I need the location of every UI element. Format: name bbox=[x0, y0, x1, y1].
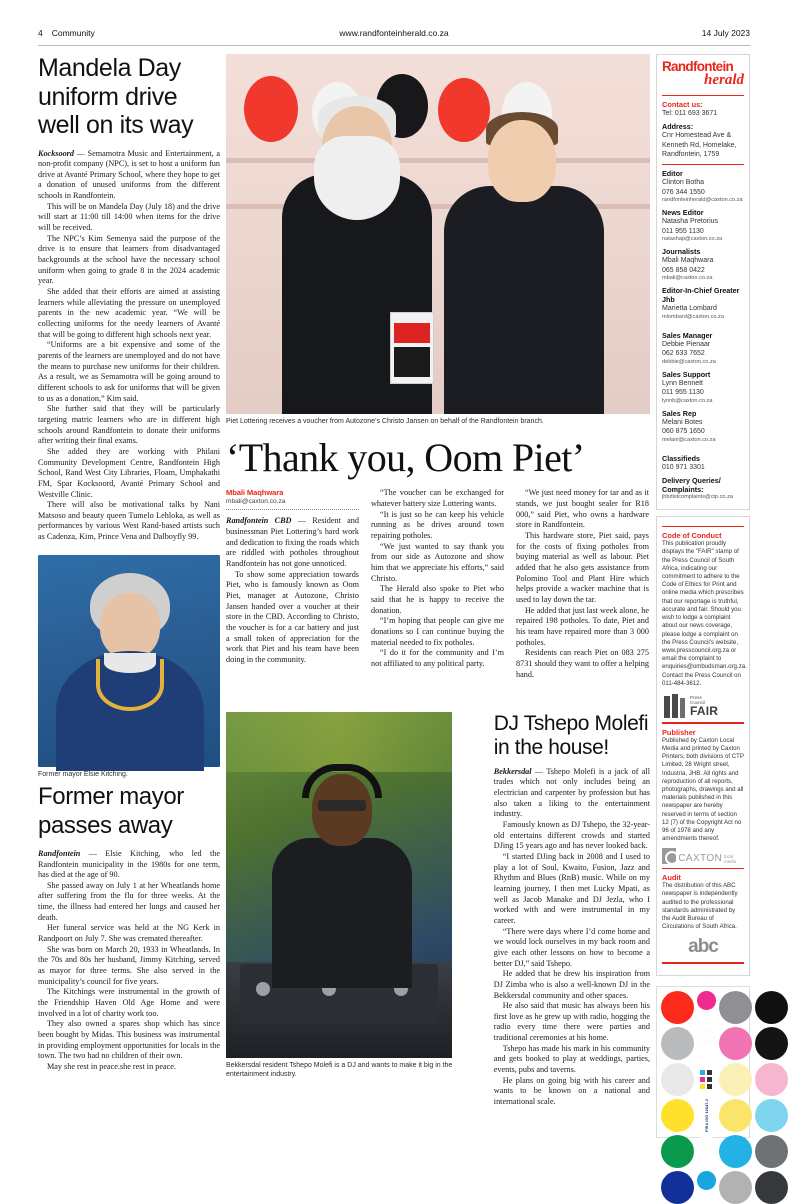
caxton-icon bbox=[662, 848, 676, 864]
staff-name: Natasha Pretorius bbox=[662, 218, 719, 226]
swatch bbox=[755, 1099, 788, 1132]
swatch bbox=[755, 1063, 788, 1096]
swatch bbox=[697, 1171, 716, 1190]
press-council-fair-logo bbox=[664, 694, 744, 718]
sales-phone: 011 955 1130 bbox=[662, 389, 704, 397]
paragraph: This hardware store, Piet said, pays for the costs of fixing potholes from buying material as well as labour. Piet added that he also gets assistance from Polomino Tool and Plant Hire which helps provide a wacker machine that is used to lay down the tar. bbox=[516, 531, 649, 604]
piet-column-3 bbox=[516, 488, 649, 680]
byline-email[interactable]: mbali@caxton.co.za bbox=[226, 498, 286, 506]
paragraph: To show some appreciation towards Piet, who is famously known as Oom Piet, manager at Autozone, Christo Jansen handed over a voucher at their store in the CBD. According to Christo, the voucher is for a car battery and just a small token of appreciation for the work that Piet and his team have been doing in the community. bbox=[226, 569, 359, 664]
swatch bbox=[697, 1027, 716, 1046]
paragraph: “We just need money for tar and as it stands, we just bought sealer for R18 000,” said Piet, who owns a hardware store in Randfontein. bbox=[516, 488, 649, 530]
swatch bbox=[661, 1171, 694, 1204]
paragraph: She added they are working with Philani Community Development Centre, Randfontein High School, Rand West City Libraries, Floam, Umphakathi FM, Spar Kocksoord, Avanté Primary School and Westville Clinic. bbox=[38, 446, 220, 499]
swatch bbox=[661, 1099, 694, 1132]
paragraph: “There were days where I’d come home and we would lock ourselves in my back room and give each other lessons on how to become a better DJ,” said Tshepo. bbox=[493, 926, 650, 968]
paragraph-text: — Resident and businessman Piet Lottering’s hard work and dedication to fixing the roads which are riddled with potholes throughout Randfontein has not gone unnoticed. bbox=[226, 516, 359, 569]
photo-glasses bbox=[318, 800, 366, 811]
staff-entry bbox=[662, 286, 744, 321]
staff-entry bbox=[662, 247, 744, 282]
lead-photo-caption: Piet Lottering receives a voucher from Autozone’s Christo Jansen on behalf of the Randfontein branch. bbox=[226, 418, 544, 425]
paragraph: “Uniforms are a bit expensive and some of the parents of the learners are unemployed and do not have the means to purchase new uniforms for their children. As a result, we as Semamotra will be going around to different schools to ask for uniforms that will be given to us as a donation,” Kim said. bbox=[38, 340, 220, 403]
dateline: Randfontein bbox=[38, 848, 81, 858]
paragraph: The NPC’s Kim Semenya said the purpose of the drive is to ensure that learners from disadvantaged backgrounds at the school have the necessary school uniform when going to grade 8 in the 2024 academic year. bbox=[38, 233, 220, 286]
sales-email[interactable]: lynnb@caxton.co.za bbox=[662, 397, 713, 404]
staff-entry bbox=[662, 208, 744, 243]
paragraph: The Kitchings were instrumental in the growth of the Friendship Haven Old Age Home and were involved in a lot of charity work too. bbox=[38, 987, 220, 1018]
cmyk-dots bbox=[700, 1070, 712, 1089]
swatch bbox=[697, 991, 716, 1010]
byline-author: Mbali Maqhwara bbox=[226, 488, 284, 498]
left-column bbox=[38, 54, 220, 1073]
page-header-left bbox=[38, 28, 95, 38]
paragraph: “I started DJing back in 2008 and I used to play a lot of Soul, Kwaito, Fusion, Jazz and Rhythm and Blues (RnB) music. While on my learning journey, I then met Lucky Mpati, as well as Jacob Manake and DJ Jezla, who I worked with and were instrumental in my career. bbox=[493, 851, 650, 925]
audit-heading: Audit bbox=[662, 873, 681, 883]
swatch bbox=[719, 1171, 752, 1204]
staff-entry bbox=[662, 169, 744, 204]
issue-date: 14 July 2023 bbox=[701, 28, 750, 38]
paragraph bbox=[226, 516, 359, 569]
photo-detail bbox=[226, 158, 650, 163]
dateline: Randfontein CBD bbox=[226, 516, 292, 526]
photo-detail bbox=[256, 982, 270, 996]
middle-column bbox=[226, 54, 650, 680]
dj-headline: DJ Tshepo Molefi in the house! bbox=[493, 712, 649, 760]
paragraph: She added that their efforts are aimed at assisting learners while alleviating the pressure on unemployed parents in the new academic year. “We will be collecting uniforms for the needy learners of Avanté that will be going to different high schools next year. bbox=[38, 287, 220, 339]
staff-name: Marietta Lombard bbox=[662, 305, 717, 313]
paragraph: Tshepo has made his mark in his community and gets booked to play at weddings, parties, events, pubs and taverns. bbox=[493, 1043, 650, 1075]
piet-body-columns bbox=[226, 488, 650, 680]
paragraph: “I’m hoping that people can give me donations so I can continue buying the material needed to fix potholes. bbox=[371, 616, 504, 647]
paragraph: She passed away on July 1 at her Wheatlands home after suffering from the flu for three weeks. At the time, the illness had entered her lungs and caused her death. bbox=[38, 880, 220, 922]
dj-photo-block bbox=[226, 712, 480, 1108]
photo-person-right bbox=[444, 186, 604, 414]
masthead-sidebar bbox=[656, 54, 750, 1138]
paragraph: “The voucher can be exchanged for whatever battery size Lottering wants. bbox=[371, 488, 504, 509]
staff-email[interactable]: randfonteinherald@caxton.co.za bbox=[662, 196, 743, 203]
paragraph-text: — Tshepo Molefi is a jack of all trades which not only includes being an electrician and carpenter by profession but has also taken a liking to the entertainment industry. bbox=[493, 766, 650, 819]
swatch bbox=[697, 1135, 716, 1154]
swatch bbox=[719, 1027, 752, 1060]
page-number: 4 bbox=[38, 28, 43, 38]
audit-text: The distribution of this ABC newspaper is independently audited to the professional standards administrated by the Audit Bureau of Circulations of South Africa. bbox=[662, 882, 738, 931]
swatch bbox=[719, 991, 752, 1024]
delivery-email[interactable]: jhbdistcomplaints@ctp.co.za bbox=[662, 494, 733, 501]
sales-entry bbox=[662, 370, 744, 405]
paragraph-text: — Semamotra Music and Entertainment, a non-profit company (NPC), is set to host a uniform fun drive at Avanté Primary School, where they hope to get a donation of unused uniforms from the different schools in Randfontein. bbox=[38, 148, 220, 201]
classifieds-heading: Classifieds bbox=[662, 453, 700, 463]
fair-text-block bbox=[690, 695, 718, 717]
photo-detail bbox=[272, 838, 412, 988]
caxton-logo bbox=[662, 848, 744, 864]
swatch bbox=[661, 991, 694, 1024]
paragraph: “It is just so he can keep his vehicle running as he drives around town repairing potholes. bbox=[371, 509, 504, 541]
sales-name: Debbie Pienaar bbox=[662, 340, 711, 348]
publisher-heading: Publisher bbox=[662, 727, 696, 737]
swatch bbox=[755, 1027, 788, 1060]
photo-detail bbox=[488, 120, 556, 202]
staff-phone: 076 344 1550 bbox=[662, 188, 705, 196]
sales-name: Melani Botes bbox=[662, 418, 703, 426]
staff-name: Clinton Botha bbox=[662, 179, 705, 187]
paragraph: Her funeral service was held at the NG Kerk in Randpoort on July 7. She was cremated thereafter. bbox=[38, 923, 220, 944]
mayor-headline: Former mayor passes away bbox=[38, 783, 184, 839]
website-url: www.randfonteinherald.co.za bbox=[339, 28, 449, 38]
dateline: Kocksoord bbox=[38, 148, 74, 158]
code-of-conduct-heading: Code of Conduct bbox=[662, 531, 722, 541]
staff-role: Journalists bbox=[662, 247, 701, 257]
staff-name: Mbali Maqhwara bbox=[662, 257, 714, 265]
code-of-conduct-text: This publication proudly displays the "FAIR" stamp of the Press Council of South Africa, indicating our commitment to adhere to the Code of Ethics for Print and online media which prescribes that our reportage is truthful, accurate and fair. Should you wish to lodge a complaint about our news coverage, please lodge a complaint on the Press Council's website, www.presscouncil.org.za or email the complaint to enquiries@ombudsman.org.za. Contact the Press Council on 011-484-3612. bbox=[662, 540, 747, 687]
sales-name: Lynn Bennett bbox=[662, 379, 703, 387]
contact-heading: Contact us: bbox=[662, 100, 703, 110]
paragraph-text: — Elsie Kitching, who led the Randfontein municipality in the 1980s for one term, has died at the age of 90. bbox=[38, 848, 220, 880]
swatch-label: FIRA ISO 12647-2 bbox=[703, 1098, 709, 1132]
piet-headline: ‘Thank you, Oom Piet’ bbox=[226, 435, 585, 481]
paragraph: He added that just last week alone, he repaired 198 potholes. To date, Piet and his team have repaired more than 3 000 potholes. bbox=[516, 605, 649, 647]
masthead-logo bbox=[662, 60, 744, 91]
classifieds-phone: 010 971 3301 bbox=[662, 463, 705, 471]
sales-email[interactable]: melani@caxton.co.za bbox=[662, 436, 716, 443]
divider bbox=[662, 722, 744, 724]
photo-detail bbox=[96, 659, 164, 711]
paragraph: She was born on March 20, 1933 in Wheatlands. In the 70s and 80s her husband, Jimmy Kitching, served as mayor for three terms. She also served in the municipality’s council for five years. bbox=[38, 944, 220, 986]
cmyk-mini-block bbox=[697, 1063, 716, 1096]
piet-column-1 bbox=[226, 488, 359, 680]
swatch bbox=[661, 1027, 694, 1060]
contact-tel: Tel: 011 693 3671 bbox=[662, 110, 718, 118]
header-divider bbox=[38, 45, 750, 46]
dj-text-column bbox=[494, 712, 650, 1108]
dateline: Bekkersdal bbox=[493, 766, 532, 776]
mayor-portrait-photo bbox=[38, 555, 220, 767]
press-label-2: Council bbox=[690, 700, 706, 706]
sales-entry bbox=[662, 409, 744, 444]
sales-phone: 062 633 7652 bbox=[662, 350, 705, 358]
paragraph: Famously known as DJ Tshepo, the 32-year-old entertains different crowds and started DJing 15 years ago and has never looked back. bbox=[493, 820, 650, 851]
contact-box bbox=[656, 54, 750, 510]
paragraph: This will be on Mandela Day (July 18) and the drive will start at 11:00 till 14:00 when items for the drive will be received. bbox=[38, 201, 220, 233]
mayor-photo-caption: Former mayor Elsie Kitching. bbox=[38, 770, 128, 778]
photo-voucher bbox=[390, 312, 434, 384]
paragraph: He also said that music has always been his first love as he grew up with radio, hogging the radio every time there were parties and traditional ceremonies at his home. bbox=[493, 1001, 650, 1043]
paragraph: There will also be motivational talks by Nani Matsoso and beauty queen Tumelo Lehloka, as well as performances by various West Rand-based artists such as Cadenza, Kim, Prince Vena and Dalboyfly 99. bbox=[38, 500, 220, 542]
staff-role: Editor-In-Chief Greater Jhb bbox=[662, 286, 740, 305]
section-label: Community bbox=[51, 28, 95, 38]
page-header bbox=[38, 28, 750, 54]
swatch bbox=[719, 1099, 752, 1132]
staff-email[interactable]: natashap@caxton.co.za bbox=[662, 235, 723, 242]
code-of-conduct-box bbox=[656, 516, 750, 976]
swatch bbox=[755, 1135, 788, 1168]
staff-list bbox=[662, 169, 744, 321]
balloon-red bbox=[244, 76, 298, 142]
dj-photo-caption: Bekkersdal resident Tshepo Molefi is a DJ and wants to make it big in the entertainment industry. bbox=[226, 1062, 453, 1079]
balloon-red bbox=[438, 78, 490, 142]
paragraph: Residents can reach Piet on 083 275 8731 should they want to offer a helping hand. bbox=[516, 648, 649, 679]
paragraph bbox=[38, 849, 220, 881]
staff-role: Editor bbox=[662, 169, 683, 179]
dj-section bbox=[226, 712, 650, 1108]
photo-detail bbox=[394, 323, 430, 343]
swatch-row bbox=[661, 991, 745, 1133]
caxton-wordmark: CAXTON bbox=[678, 852, 723, 864]
swatch bbox=[719, 1063, 752, 1096]
paragraph: They also owned a spares shop which has since been bought by Midas. This business was instrumental in providing employment opportunities for locals in the town. The two had no children of their own. bbox=[38, 1019, 220, 1061]
mayor-body bbox=[38, 849, 220, 1073]
address-heading: Address: bbox=[662, 122, 694, 132]
paragraph: He plans on going big with his career and wants to be known on a national and international scale. bbox=[493, 1075, 650, 1107]
publisher-text: Published by Caxton Local Media and printed by Caxton Printers, both divisions of CTP Limited, 28 Wright street, Industria, JHB. All rights and reproduction of all reports, photographs, drawings and all materials published in this newspaper are hereby reserved in terms of section 12 (7) of the Copyright Act no 96 of 1978 and any amendments thereof. bbox=[662, 736, 744, 843]
piet-lead-photo bbox=[226, 54, 650, 414]
paragraph: The Herald also spoke to Piet who said that he is happy to receive the donation. bbox=[371, 584, 504, 615]
divider bbox=[662, 962, 744, 964]
paragraph: He added that he drew his inspiration from DJ Zimba who is also a well-known DJ in the Bekkersdal community and other spaces. bbox=[493, 969, 650, 1000]
press-council-icon bbox=[664, 694, 686, 718]
photo-detail bbox=[100, 593, 160, 659]
color-calibration-swatches bbox=[656, 986, 750, 1138]
staff-role: News Editor bbox=[662, 208, 704, 218]
sales-entry bbox=[662, 331, 744, 366]
divider bbox=[662, 164, 744, 166]
sales-role: Sales Support bbox=[662, 369, 711, 379]
paragraph: “We just wanted to say thank you from our side as Autozone and show him that we appreciate his efforts,” said Christo. bbox=[371, 541, 504, 583]
photo-detail bbox=[226, 712, 452, 772]
caxton-tagline: local media bbox=[724, 853, 737, 864]
photo-detail bbox=[314, 136, 400, 220]
paragraph: May she rest in peace.she rest in peace. bbox=[47, 1061, 176, 1071]
photo-detail bbox=[394, 347, 430, 377]
swatch bbox=[755, 1171, 788, 1204]
byline-divider bbox=[226, 509, 359, 510]
sales-phone: 060 875 1650 bbox=[662, 428, 705, 436]
swatch bbox=[755, 991, 788, 1024]
staff-phone: 011 955 1130 bbox=[662, 227, 704, 235]
swatch bbox=[661, 1135, 694, 1168]
staff-phone: 065 858 0422 bbox=[662, 266, 705, 274]
abc-logo: abc bbox=[688, 936, 718, 958]
paragraph bbox=[38, 149, 220, 202]
divider bbox=[662, 95, 744, 97]
sales-list bbox=[662, 331, 744, 444]
sales-role: Sales Manager bbox=[662, 330, 713, 340]
fair-wordmark: FAIR bbox=[690, 704, 719, 719]
paragraph: “I do it for the community and I’m not affiliated to any political party. bbox=[371, 648, 504, 668]
swatch bbox=[719, 1135, 752, 1168]
press-label-1: Press bbox=[690, 695, 702, 701]
divider bbox=[662, 868, 744, 870]
divider bbox=[662, 526, 744, 528]
masthead-line-2: herald bbox=[703, 71, 744, 88]
delivery-heading: Delivery Queries/ Complaints: bbox=[662, 476, 721, 495]
swatch bbox=[661, 1063, 694, 1096]
staff-email[interactable]: mbali@caxton.co.za bbox=[662, 274, 713, 281]
mandela-body bbox=[38, 149, 220, 543]
piet-column-2 bbox=[371, 488, 504, 680]
dj-photo bbox=[226, 712, 452, 1058]
mandela-headline: Mandela Day uniform drive well on its way bbox=[38, 54, 194, 139]
masthead-line-1: Randfontein bbox=[662, 59, 734, 74]
staff-email[interactable]: mlombard@caxton.co.za bbox=[662, 313, 724, 320]
address-value: Cnr Homestead Ave & Kenneth Rd, Homelake, Randfontein, 1759 bbox=[662, 132, 737, 159]
paragraph: She further said that they will be particularly targeting matric learners who are in different high schools around Randfontein to donate their uniforms after writing their final exams. bbox=[38, 404, 220, 446]
sales-email[interactable]: debbie@caxton.co.za bbox=[662, 358, 716, 365]
paragraph bbox=[494, 767, 650, 820]
sales-role: Sales Rep bbox=[662, 408, 697, 418]
